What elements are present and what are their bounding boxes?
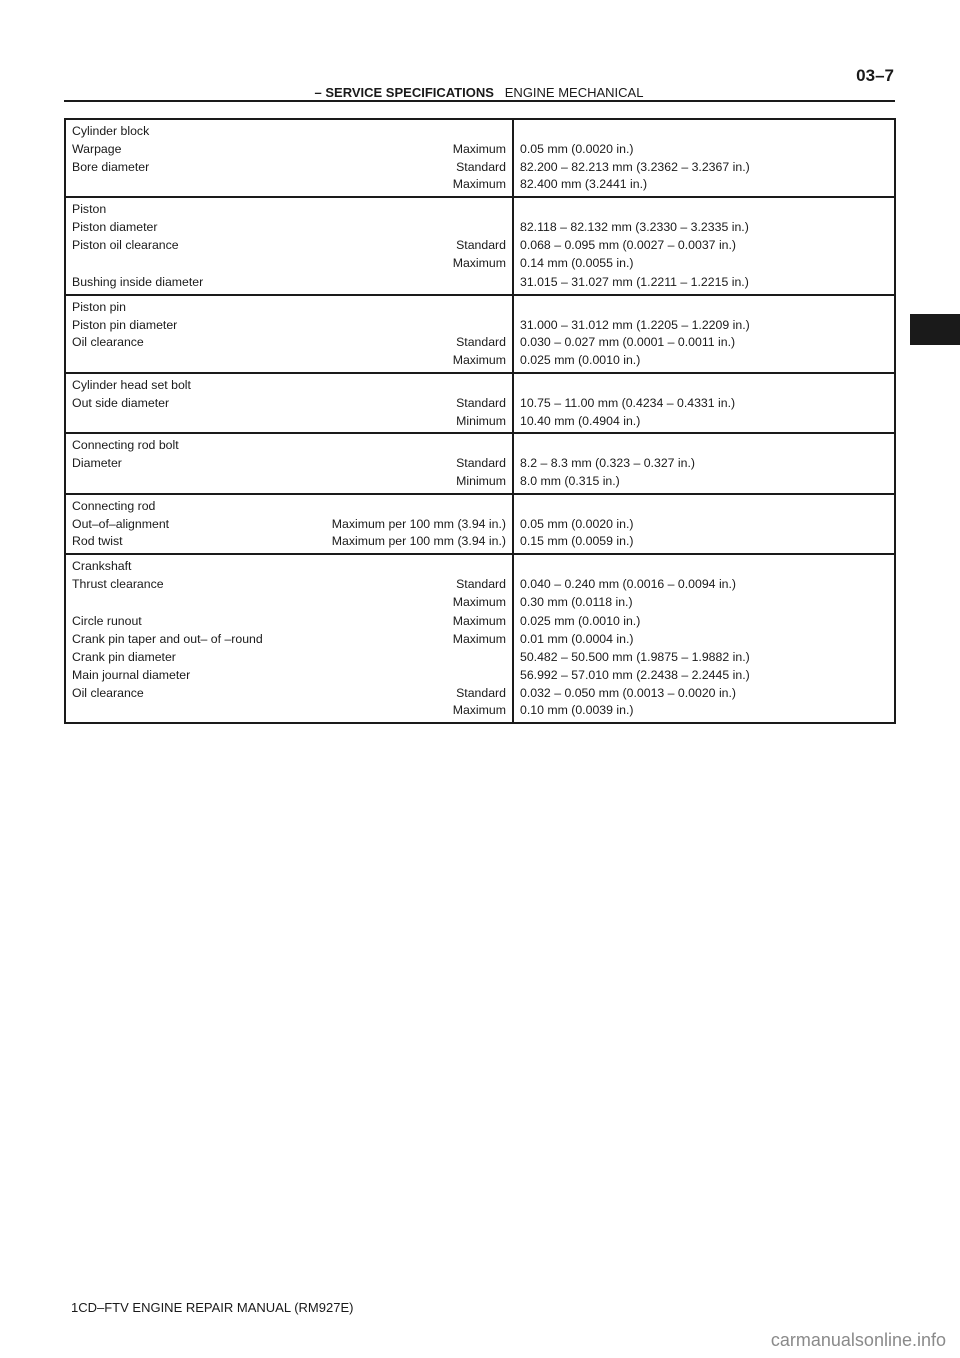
spec-qualifier: Maximum bbox=[452, 632, 506, 647]
spec-value: 0.14 mm (0.0055 in.) bbox=[520, 255, 634, 270]
spec-line bbox=[72, 473, 506, 491]
spec-qualifier: Minimum bbox=[456, 474, 506, 489]
section-title: Crankshaft bbox=[72, 559, 132, 574]
spec-line bbox=[72, 395, 506, 413]
spec-value: 0.040 – 0.240 mm (0.0016 – 0.0094 in.) bbox=[520, 577, 737, 592]
spec-item-label: Piston oil clearance bbox=[72, 237, 179, 252]
spec-value: 0.30 mm (0.0118 in.) bbox=[520, 594, 633, 609]
spec-qualifier: Maximum bbox=[452, 353, 506, 368]
section-title: Piston pin bbox=[72, 299, 127, 314]
section-title: Connecting rod bbox=[72, 498, 156, 513]
spec-value: 10.40 mm (0.4904 in.) bbox=[520, 413, 641, 428]
watermark: carmanualsonline.info bbox=[770, 1330, 946, 1350]
spec-value: 50.482 – 50.500 mm (1.9875 – 1.9882 in.) bbox=[520, 649, 750, 664]
spec-qualifier: Standard bbox=[456, 456, 506, 471]
spec-qualifier: Maximum bbox=[452, 703, 506, 718]
spec-item-label: Piston pin diameter bbox=[72, 317, 178, 332]
spec-section-row bbox=[65, 197, 895, 295]
spec-table bbox=[64, 118, 896, 724]
header-title bbox=[64, 85, 894, 100]
spec-line bbox=[72, 352, 506, 370]
spec-value: 82.200 – 82.213 mm (3.2362 – 3.2367 in.) bbox=[520, 159, 750, 174]
section-title: Connecting rod bolt bbox=[72, 438, 179, 453]
spec-line bbox=[72, 255, 506, 273]
spec-line bbox=[72, 667, 506, 685]
spec-section-row bbox=[65, 433, 895, 493]
spec-value: 0.025 mm (0.0010 in.) bbox=[520, 614, 641, 629]
spec-value-cell bbox=[513, 197, 895, 295]
spec-section-row bbox=[65, 494, 895, 554]
section-title: Cylinder block bbox=[72, 124, 150, 138]
spec-qualifier: Maximum per 100 mm (3.94 in.) bbox=[331, 516, 506, 531]
spec-line bbox=[72, 533, 506, 551]
spec-item-label: Thrust clearance bbox=[72, 577, 164, 592]
spec-item-label: Oil clearance bbox=[72, 685, 144, 700]
spec-label-cell bbox=[65, 197, 513, 295]
spec-qualifier: Standard bbox=[456, 335, 506, 350]
spec-line bbox=[72, 649, 506, 667]
spec-item-label: Crank pin taper and out– of –round bbox=[72, 632, 263, 647]
spec-line bbox=[72, 317, 506, 335]
spec-qualifier: Maximum bbox=[452, 255, 506, 270]
spec-line bbox=[72, 702, 506, 720]
spec-value: 0.032 – 0.050 mm (0.0013 – 0.0020 in.) bbox=[520, 685, 737, 700]
spec-value: 31.015 – 31.027 mm (1.2211 – 1.2215 in.) bbox=[520, 275, 749, 290]
section-tab-marker bbox=[910, 314, 960, 345]
header-section: – SERVICE SPECIFICATIONS bbox=[314, 85, 494, 100]
spec-value: 8.0 mm (0.315 in.) bbox=[520, 474, 620, 489]
spec-section-row bbox=[65, 554, 895, 723]
value-spacer bbox=[520, 498, 888, 516]
spec-label-cell bbox=[65, 295, 513, 373]
value-spacer bbox=[520, 123, 888, 141]
spec-qualifier: Standard bbox=[456, 577, 506, 592]
spec-label-cell bbox=[65, 119, 513, 197]
spec-item-label: Out–of–alignment bbox=[72, 516, 170, 531]
spec-item-label: Out side diameter bbox=[72, 395, 170, 410]
spec-line bbox=[72, 631, 506, 649]
value-spacer bbox=[520, 437, 888, 455]
spec-value: 0.01 mm (0.0004 in.) bbox=[520, 632, 634, 647]
spec-item-label: Oil clearance bbox=[72, 335, 144, 350]
spec-line bbox=[72, 413, 506, 431]
spec-label-cell bbox=[65, 494, 513, 554]
spec-section-row bbox=[65, 373, 895, 433]
spec-value: 82.400 mm (3.2441 in.) bbox=[520, 177, 648, 192]
spec-value-cell bbox=[513, 295, 895, 373]
spec-value-cell bbox=[513, 554, 895, 723]
spec-label-cell bbox=[65, 554, 513, 723]
spec-qualifier: Maximum bbox=[452, 614, 506, 629]
spec-line bbox=[72, 612, 506, 632]
value-spacer bbox=[520, 377, 888, 395]
spec-label-cell bbox=[65, 373, 513, 433]
spec-table-body bbox=[65, 119, 895, 723]
spec-value: 56.992 – 57.010 mm (2.2438 – 2.2445 in.) bbox=[520, 667, 750, 682]
spec-qualifier: Maximum bbox=[452, 177, 506, 192]
spec-value-cell bbox=[513, 433, 895, 493]
spec-line bbox=[72, 237, 506, 255]
spec-value: 31.000 – 31.012 mm (1.2205 – 1.2209 in.) bbox=[520, 317, 750, 332]
spec-section-row bbox=[65, 119, 895, 197]
spec-qualifier: Maximum per 100 mm (3.94 in.) bbox=[331, 534, 506, 549]
footer-manual-title: 1CD–FTV ENGINE REPAIR MANUAL (RM927E) bbox=[71, 1300, 354, 1315]
header-rule bbox=[64, 100, 895, 102]
spec-line bbox=[72, 219, 506, 237]
spec-item-label: Bushing inside diameter bbox=[72, 275, 204, 290]
spec-value-cell bbox=[513, 494, 895, 554]
header-subsection: ENGINE MECHANICAL bbox=[504, 85, 644, 100]
spec-value: 0.05 mm (0.0020 in.) bbox=[520, 516, 634, 531]
spec-line bbox=[72, 516, 506, 534]
spec-line bbox=[72, 159, 506, 177]
spec-value: 0.030 – 0.027 mm (0.0001 – 0.0011 in.) bbox=[520, 335, 736, 350]
spec-item-label: Warpage bbox=[72, 141, 122, 156]
spec-item-label: Circle runout bbox=[72, 614, 142, 629]
spec-value: 0.05 mm (0.0020 in.) bbox=[520, 141, 634, 156]
spec-line bbox=[72, 334, 506, 352]
spec-line bbox=[72, 272, 506, 292]
spec-line bbox=[72, 455, 506, 473]
spec-item-label: Rod twist bbox=[72, 534, 123, 549]
spec-value: 0.068 – 0.095 mm (0.0027 – 0.0037 in.) bbox=[520, 237, 737, 252]
spec-qualifier: Standard bbox=[456, 685, 506, 700]
value-spacer bbox=[520, 558, 888, 576]
spec-section-row bbox=[65, 295, 895, 373]
value-spacer bbox=[520, 201, 888, 219]
spec-value: 8.2 – 8.3 mm (0.323 – 0.327 in.) bbox=[520, 456, 695, 471]
spec-item-label: Bore diameter bbox=[72, 159, 150, 174]
spec-item-label: Crank pin diameter bbox=[72, 649, 176, 664]
spec-line bbox=[72, 685, 506, 703]
spec-line bbox=[72, 576, 506, 594]
spec-value-cell bbox=[513, 373, 895, 433]
spec-qualifier: Maximum bbox=[452, 594, 506, 609]
spec-label-cell bbox=[65, 433, 513, 493]
spec-line bbox=[72, 594, 506, 612]
spec-value: 10.75 – 11.00 mm (0.4234 – 0.4331 in.) bbox=[520, 395, 736, 410]
spec-qualifier: Standard bbox=[456, 395, 506, 410]
section-title: Cylinder head set bolt bbox=[72, 378, 191, 393]
spec-value: 0.10 mm (0.0039 in.) bbox=[520, 703, 634, 718]
spec-value: 0.15 mm (0.0059 in.) bbox=[520, 534, 634, 549]
spec-item-label: Main journal diameter bbox=[72, 667, 191, 682]
spec-value: 0.025 mm (0.0010 in.) bbox=[520, 353, 641, 368]
spec-value-cell bbox=[513, 119, 895, 197]
spec-value: 82.118 – 82.132 mm (3.2330 – 3.2335 in.) bbox=[520, 219, 749, 234]
spec-qualifier: Maximum bbox=[452, 141, 506, 156]
section-title: Piston bbox=[72, 202, 107, 217]
spec-qualifier: Standard bbox=[456, 237, 506, 252]
value-spacer bbox=[520, 299, 888, 317]
page-number: 03–7 bbox=[856, 66, 894, 85]
spec-line bbox=[72, 141, 506, 159]
spec-qualifier: Standard bbox=[456, 159, 506, 174]
spec-item-label: Piston diameter bbox=[72, 219, 158, 234]
spec-item-label: Diameter bbox=[72, 456, 122, 471]
spec-qualifier: Minimum bbox=[456, 413, 506, 428]
spec-line bbox=[72, 176, 506, 194]
